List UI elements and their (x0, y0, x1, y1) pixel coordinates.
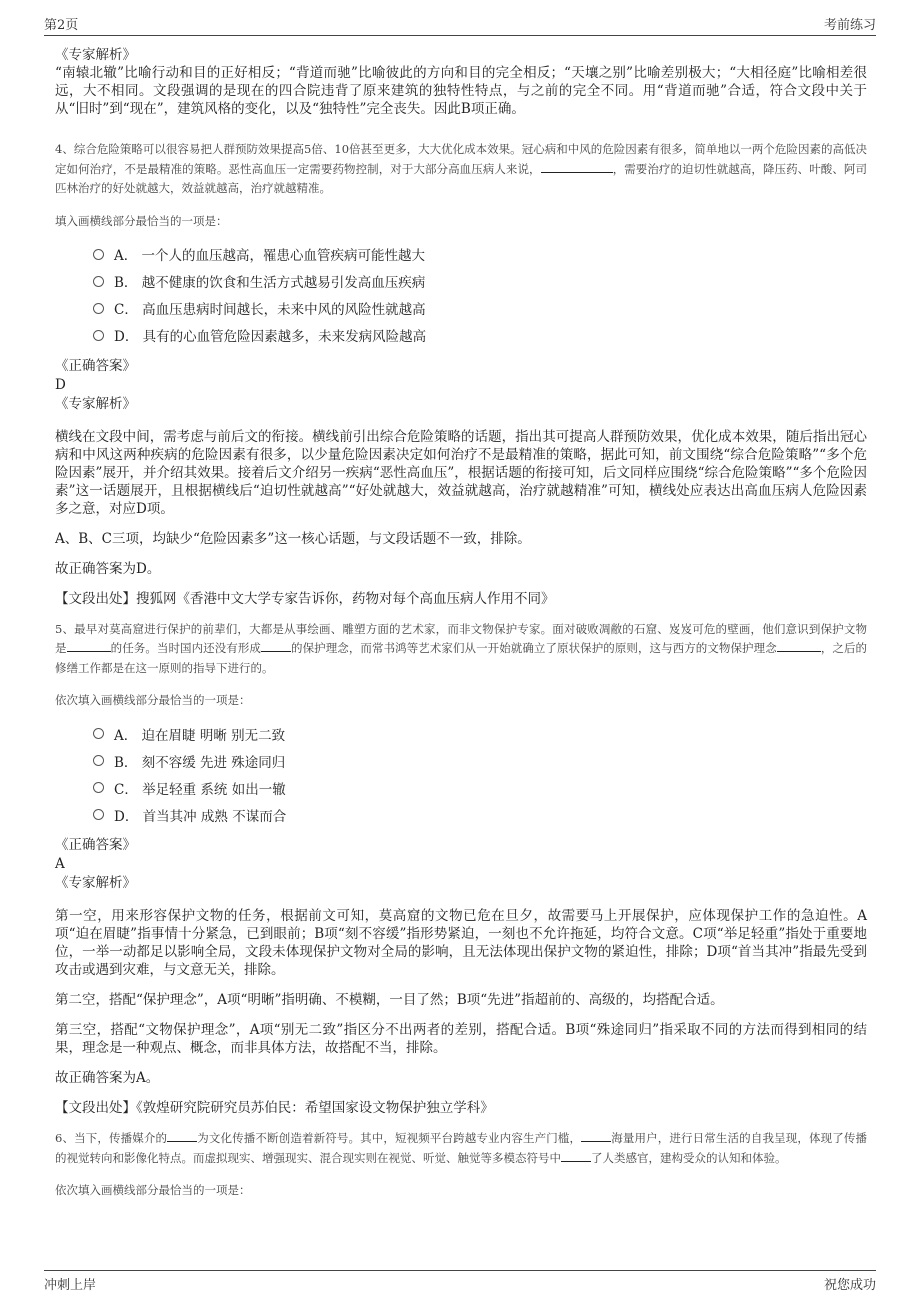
q5-options (93, 720, 867, 828)
prev-analysis: “南辕北辙”比喻行动和目的正好相反；“背道而驰”比喻彼此的方向和目的完全相反；“天壤之别”比喻差别极大；“大相径庭”比喻相差很远，大不相同。文段强调的是现在的四合院违背了原来建筑的独特性特点，与之前的完全不同。用“背道而驰”合适，符合文段中关于从“旧时”到“现在”，建筑风格的变化，以及“独特性”完全丧失。因此B项正确。 (55, 65, 867, 117)
radio-icon[interactable] (93, 330, 104, 341)
q5-stem-part2: 的任务。当时国内还没有形成 (110, 641, 261, 655)
q5-answer: A (55, 856, 65, 872)
page-number: 第2页 (44, 18, 79, 33)
q4-option-c[interactable] (93, 295, 867, 322)
q4-answer-label: 《正确答案》 (55, 357, 136, 374)
expert-analysis-label: 《专家解析》 (55, 47, 136, 63)
q5-blank-3 (777, 639, 821, 652)
q5-analysis-4: 故正确答案为A。 (55, 1070, 160, 1086)
q5-source: 【文段出处】《敦煌研究院研究员苏伯民：希望国家设文物保护独立学科》 (55, 1100, 494, 1116)
q4-option-a[interactable] (93, 241, 867, 268)
q4-prompt: 填入画横线部分最恰当的一项是： (55, 213, 228, 228)
radio-icon[interactable] (93, 809, 104, 820)
q6-stem-part4: 了人类感官，建构受众的认知和体验。 (591, 1150, 787, 1165)
q6-prompt: 依次填入画横线部分最恰当的一项是： (55, 1183, 251, 1197)
q4-option-d[interactable] (93, 322, 867, 349)
option-label: C． 举足轻重 系统 如出一辙 (114, 781, 286, 798)
page-footer (44, 1270, 876, 1292)
q5-blank-1 (67, 639, 111, 652)
q6-stem-part2: 为文化传播不断创造着新符号。其中，短视频平台跨越专业内容生产门槛， (197, 1131, 582, 1145)
document-body (55, 46, 867, 1210)
q5-option-b[interactable] (93, 747, 867, 774)
footer-left: 冲刺上岸 (44, 1278, 97, 1293)
q4-answer: D (55, 376, 66, 393)
question-6-stem (55, 1129, 867, 1168)
question-5-stem (55, 620, 867, 679)
q5-stem-part3: 的保护理念，而常书鸿等艺术家们从一开始就确立了原状保护的原则，这与西方的文物保护理念 (290, 641, 777, 655)
q5-analysis-3: 第三空，搭配“文物保护理念”，A项“别无二致”指区分不出两者的差别，搭配合适。B项“殊途同归”指采取不同的方法而得到相同的结果，理念是一种观点、概念，而非具体方法，故搭配不当，排除。 (55, 1022, 867, 1056)
q4-analysis-3: 故正确答案为D。 (55, 560, 161, 577)
q5-stem-part4: ，之后的修缮工作都是在这一原则的指导下进行的。 (55, 641, 868, 675)
q4-source: 【文段出处】搜狐网《香港中文大学专家告诉你，药物对每个高血压病人作用不同》 (55, 590, 555, 607)
q4-expert-label: 《专家解析》 (55, 395, 136, 412)
radio-icon[interactable] (93, 782, 104, 793)
radio-icon[interactable] (93, 303, 104, 314)
q4-stem-part1: 4、综合危险策略可以很容易把人群预防效果提高5倍、10倍甚至更多，大大优化成本效果。冠心病和中风的危险因素有很多，简单地以一两个危险因素的高低决定如何治疗，不是最精准的策略。恶性高血压一定需要药物控制，对于大部分高血压病人来说， (55, 142, 867, 176)
radio-icon[interactable] (93, 728, 104, 739)
radio-icon[interactable] (93, 755, 104, 766)
footer-right: 祝您成功 (823, 1278, 876, 1293)
q4-options (93, 241, 867, 349)
q5-option-c[interactable] (93, 774, 867, 801)
q5-analysis-2: 第二空，搭配“保护理念”，A项“明晰”指明确、不模糊，一目了然；B项“先进”指超前的、高级的，均搭配合适。 (55, 992, 724, 1008)
q4-stem-part2: ，需要治疗的迫切性就越高，降压药、叶酸、阿司匹林治疗的好处就越大，效益就越高，治疗就越精准。 (55, 161, 867, 195)
option-label: B． 越不健康的饮食和生活方式越易引发高血压疾病 (114, 275, 426, 291)
option-label: C． 高血压患病时间越长，未来中风的风险性就越高 (114, 302, 426, 318)
q6-stem-part1: 6、当下，传播媒介的 (55, 1131, 168, 1145)
q5-option-a[interactable] (93, 720, 867, 747)
q4-analysis-2: A、B、C三项，均缺少“危险因素多”这一核心话题，与文段话题不一致，排除。 (55, 530, 531, 547)
q6-blank-1 (167, 1129, 197, 1142)
q6-blank-3 (561, 1149, 591, 1162)
option-label: A． 迫在眉睫 明晰 别无二致 (114, 727, 286, 744)
radio-icon[interactable] (93, 276, 104, 287)
option-label: B． 刻不容缓 先进 殊途同归 (114, 754, 286, 771)
q5-blank-2 (261, 639, 291, 652)
question-4-stem (55, 140, 867, 199)
page-header (44, 14, 876, 36)
q6-stem-part3: 海量用户，进行日常生活的自我呈现，体现了传播的视觉转向和影像化特点。而虚拟现实、增强现实、混合现实则在视觉、听觉、触觉等多模态符号中 (55, 1131, 867, 1165)
radio-icon[interactable] (93, 249, 104, 260)
q4-blank (541, 160, 613, 173)
option-label: D． 首当其冲 成熟 不谋而合 (114, 808, 287, 825)
q5-prompt: 依次填入画横线部分最恰当的一项是： (55, 693, 251, 707)
q6-blank-2 (581, 1129, 611, 1142)
option-label: A． 一个人的血压越高，罹患心血管疾病可能性越大 (114, 248, 426, 264)
option-label: D． 具有的心血管危险因素越多，未来发病风险越高 (114, 329, 427, 345)
q4-option-b[interactable] (93, 268, 867, 295)
q5-analysis-1: 第一空，用来形容保护文物的任务，根据前文可知，莫高窟的文物已危在旦夕，故需要马上开展保护，应体现保护工作的急迫性。A项“迫在眉睫”指事情十分紧急，已到眼前；B项“刻不容缓”指形势紧迫，一刻也不允许拖延，均符合文意。C项“举足轻重”指处于重要地位，一举一动都足以影响全局，文段未体现保护文物对全局的影响，且无法体现出保护文物的紧迫性，排除；D项“首当其冲”指最先受到攻击或遇到灾难，与文意无关，排除。 (55, 908, 867, 978)
header-title: 考前练习 (823, 18, 876, 33)
q5-option-d[interactable] (93, 801, 867, 828)
q5-stem-part1: 5、最早对莫高窟进行保护的前辈们，大都是从事绘画、雕塑方面的艺术家，而非文物保护专家。面对破败凋敝的石窟、岌岌可危的壁画，他们意识到保护文物是 (55, 621, 867, 655)
q5-expert-label: 《专家解析》 (55, 875, 136, 891)
q5-answer-label: 《正确答案》 (55, 837, 136, 853)
q4-analysis-1: 横线在文段中间，需考虑与前后文的衔接。横线前引出综合危险策略的话题，指出其可提高人群预防效果，优化成本效果，随后指出冠心病和中风这两种疾病的危险因素有很多，以少量危险因素决定如何治疗不是最精准的策略，据此可知，前文围绕“综合危险策略”“多个危险因素”展开，并介绍其效果。接着后文介绍另一疾病“恶性高血压”，根据话题的衔接可知，后文同样应围绕“综合危险策略”“多个危险因素”这一话题展开，且根据横线后“迫切性就越高”“好处就越大，效益就越高，治疗就越精准”可知，横线处应表达出高血压病人危险因素多之意，对应D项。 (55, 428, 867, 517)
